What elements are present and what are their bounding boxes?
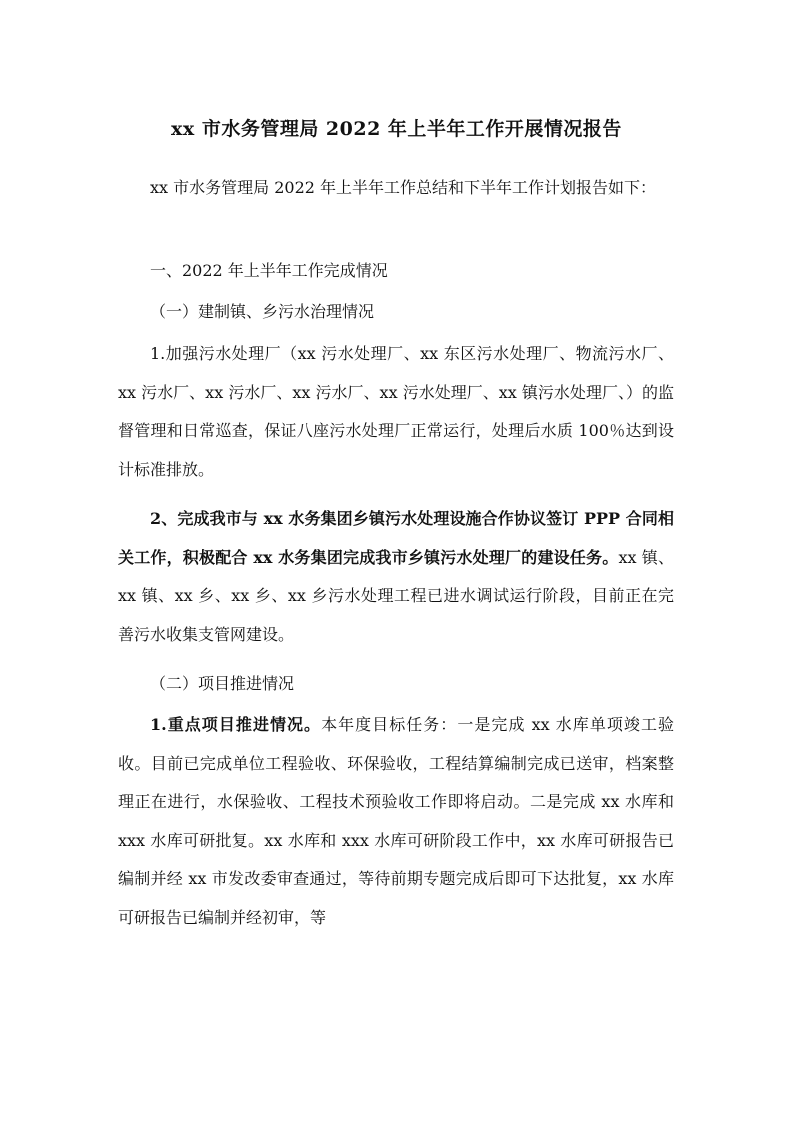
intro-paragraph: xx 市水务管理局 2022 年上半年工作总结和下半年工作计划报告如下： [150, 178, 657, 197]
document-title: xx 市水务管理局 2022 年上半年工作开展情况报告 [171, 118, 622, 140]
paragraph-item-2 [118, 500, 674, 654]
paragraph-item-1: 1.加强污水处理厂（xx 污水处理厂、xx 东区污水处理厂、物流污水厂、xx 污水厂、xx 污水厂、xx 污水厂、xx 污水处理厂、xx 镇污水处理厂、）的监督管理和日常巡查，保证八座污水处理厂正常运行，处理后水质 100％达到设计标准排放。 [118, 344, 674, 479]
paragraph-item-3 [118, 706, 674, 937]
item-3-body: 本年度目标任务：一是完成 xx 水库单项竣工验收。目前已完成单位工程验收、环保验收，工程结算编制完成已送审，档案整理正在进行，水保验收、工程技术预验收工作即将启动。二是完成 xx 水库和 xxx 水库可研批复。xx 水库和 xxx 水库可研阶段工作中，xx 水库可研报告已编制并经 xx 市发改委审查通过，等待前期专题完成后即可下达批复，xx 水库可研报告已编制并经初审，等 [118, 715, 674, 927]
item-2-body: xx 镇、xx 镇、xx 乡、xx 乡、xx 乡污水处理工程已进水调试运行阶段，目前正在完善污水收集支管网建设。 [118, 547, 674, 644]
subsection-heading-1: （一）建制镇、乡污水治理情况 [150, 302, 375, 321]
section-heading-1: 一、2022 年上半年工作完成情况 [150, 261, 388, 280]
subsection-heading-2: （二）项目推进情况 [150, 674, 295, 693]
item-2-bold-lead: 2、完成我市与 xx 水务集团乡镇污水处理设施合作协议签订 PPP 合同相关工作，积极配合 xx 水务集团完成我市乡镇污水处理厂的建设任务。 [118, 509, 674, 567]
item-3-bold-lead: 1.重点项目推进情况。 [150, 715, 322, 734]
